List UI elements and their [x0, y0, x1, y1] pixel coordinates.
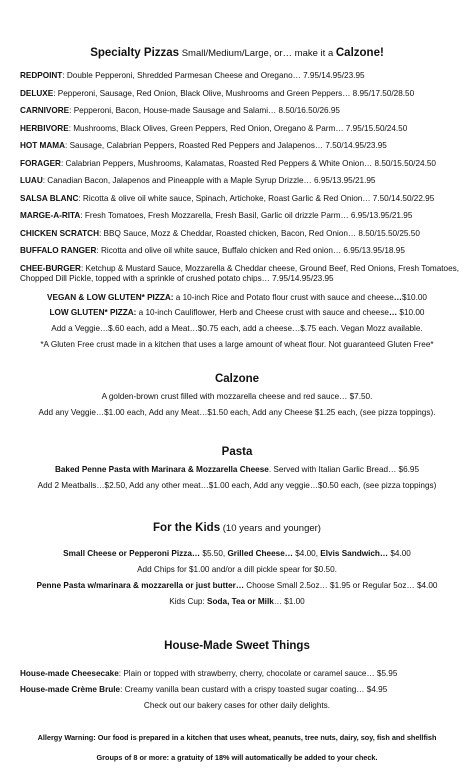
calzone-heading: Calzone [214, 373, 260, 385]
pizza-name: REDPOINT [20, 71, 63, 80]
kids-line-3 [0, 581, 474, 591]
pizza-name: BUFFALO RANGER [20, 246, 97, 255]
creme-brule-name: House-made Crème Brule [20, 685, 121, 694]
pizza-name: HERBIVORE [20, 123, 69, 133]
pizza-desc: : Ricotta and olive oil white sauce, Buffalo chicken and Red onion… 6.95/13.95/18.95 [96, 246, 405, 255]
pasta-addons: Add 2 Meatballs…$2.50, Add any other meat…$1.00 each, Add any veggie…$0.50 each, (see pizza toppings) [37, 481, 437, 490]
pizza-desc: : Sausage, Calabrian Peppers, Roasted Red Peppers and Jalapenos… 7.50/14.95/23.95 [65, 141, 387, 150]
pizza-item [20, 176, 465, 186]
kids-elvis-price: $4.00 [388, 549, 411, 558]
cheesecake-name: House-made Cheesecake [20, 669, 119, 678]
pizza-item [20, 124, 465, 134]
pizza-name: FORAGER [20, 158, 61, 168]
kids-pizza-price: $5.50, [200, 549, 228, 558]
vegan-text: a 10-inch Rice and Potato flour crust with sauce and cheese [173, 293, 394, 302]
specialty-pizzas-heading [0, 47, 474, 59]
low-gluten-pizza-line [0, 308, 474, 318]
pasta-name: Baked Penne Pasta with Marinara & Mozzarella Cheese [54, 465, 269, 474]
pizza-item [20, 89, 465, 99]
vegan-pizza-line [0, 293, 474, 303]
pizza-item [20, 211, 465, 221]
cheesecake-desc: : Plain or topped with strawberry, cherry, chocolate or caramel sauce… $5.95 [118, 669, 398, 678]
kids-title: For the Kids [153, 522, 221, 534]
pizza-item [20, 159, 465, 169]
specialty-pizza-list [20, 71, 465, 291]
kids-line-1 [0, 549, 474, 559]
pizza-name: CHEE-BURGER [20, 263, 81, 273]
pasta-detail: . Served with Italian Garlic Bread… $6.95 [268, 465, 420, 474]
kids-pasta: Penne Pasta w/marinara & mozzarella or just butter… [36, 581, 245, 590]
pizza-name: MARGE-A-RITA [20, 211, 81, 220]
kids-elvis-sandwich: Elvis Sandwich… [320, 549, 389, 558]
pizza-desc: : Mushrooms, Black Olives, Green Peppers, Red Onion, Oregano & Parm… 7.95/15.50/24.50 [68, 123, 408, 133]
sweets-item-2 [20, 685, 387, 695]
vegan-dots: … [393, 293, 402, 302]
pizza-desc: : BBQ Sauce, Mozz & Cheddar, Roasted chicken, Bacon, Red Onion… 8.50/15.50/25.50 [99, 228, 420, 238]
pizza-desc: : Ricotta & olive oil white sauce, Spinach, Artichoke, Roast Garlic & Red Onion… 7.50/14.50/22.95 [78, 193, 435, 203]
pizza-desc: : Calabrian Peppers, Mushrooms, Kalamatas, Roasted Red Peppers & White Onion… 8.50/15.50/24.50 [60, 158, 436, 168]
pizza-item [20, 71, 465, 81]
pizza-desc: : Canadian Bacon, Jalapenos and Pineapple with a Maple Syrup Drizzle… 6.95/13.95/21.95 [42, 176, 376, 185]
pizza-item [20, 264, 465, 284]
vegan-price: $10.00 [401, 293, 427, 302]
pizza-item [20, 194, 465, 204]
kids-cup-price: … $1.00 [273, 597, 305, 606]
pizza-desc: : Fresh Tomatoes, Fresh Mozzarella, Fresh Basil, Garlic oil drizzle Parm… 6.95/13.95/21.95 [80, 211, 413, 220]
specialty-subtitle: Small/Medium/Large, or… make it a [179, 48, 336, 59]
kids-line-4 [0, 597, 474, 607]
pizza-desc: : Pepperoni, Sausage, Red Onion, Black Olive, Mushrooms and Green Peppers… 8.95/17.50/28.50 [53, 88, 415, 98]
pizza-item [20, 106, 465, 116]
pasta-description [0, 465, 474, 475]
kids-subtitle: (10 years and younger) [220, 523, 321, 534]
gluten-free-note: *A Gluten Free crust made in a kitchen that uses a large amount of wheat flour. Not guaranteed Gluten Free* [40, 340, 434, 349]
sweets-item-1 [20, 669, 397, 679]
creme-brule-desc: : Creamy vanilla bean custard with a crispy toasted sugar coating… $4.95 [120, 685, 388, 694]
low-gluten-text: a 10-inch Cauliflower, Herb and Cheese crust with sauce and cheese [136, 308, 389, 317]
pizza-item [20, 246, 465, 256]
low-gluten-price: $10.00 [397, 308, 425, 317]
kids-line-2: Add Chips for $1.00 and/or a dill pickle spear for $0.50. [137, 565, 337, 574]
low-gluten-label: LOW GLUTEN* PIZZA: [49, 308, 137, 317]
pizza-desc: : Pepperoni, Bacon, House-made Sausage and Salami… 8.50/16.50/26.95 [69, 106, 340, 115]
pizza-desc: : Ketchup & Mustard Sauce, Mozzarella & Cheddar cheese, Ground Beef, Red Onions, Fresh Tomatoes, Chopped Dill Pickle, topped with a sprinkle of crushed potato chips… 7.95/14.95/23.95 [20, 263, 460, 283]
pizza-name: CARNIVORE [20, 106, 70, 115]
specialty-title: Specialty Pizzas [90, 47, 180, 59]
kids-heading [0, 522, 474, 534]
kids-pasta-price: Choose Small 2.5oz… $1.95 or Regular 5oz… $4.00 [244, 581, 438, 590]
low-gluten-dots: … [388, 308, 398, 317]
group-gratuity-note: Groups of 8 or more: a gratuity of 18% will automatically be added to your check. [96, 753, 378, 762]
pizza-name: LUAU [20, 176, 43, 185]
calzone-addons: Add any Veggie…$1.00 each, Add any Meat…$1.50 each, Add any Cheese $1.25 each, (see pizza toppings). [38, 408, 436, 417]
kids-grilled-cheese-price: $4.00, [292, 549, 321, 558]
sweets-heading: House-Made Sweet Things [164, 640, 310, 652]
allergy-warning: Allergy Warning: Our food is prepared in a kitchen that uses wheat, peanuts, tree nuts, dairy, soy, fish and shellfish [37, 733, 437, 742]
pizza-name: DELUXE [20, 88, 54, 98]
pasta-heading: Pasta [221, 446, 253, 458]
kids-cup-label: Kids Cup: [169, 597, 208, 606]
pizza-addons-line: Add a Veggie…$.60 each, add a Meat…$0.75 each, add a cheese…$.75 each. Vegan Mozz available. [51, 324, 423, 333]
specialty-calzone-word: Calzone! [335, 47, 384, 59]
pizza-name: SALSA BLANC [20, 193, 79, 203]
calzone-description: A golden-brown crust filled with mozzarella cheese and red sauce… $7.50. [101, 392, 373, 401]
pizza-item [20, 141, 465, 151]
vegan-label: VEGAN & LOW GLUTEN* PIZZA: [47, 293, 174, 302]
kids-grilled-cheese: Grilled Cheese… [227, 549, 293, 558]
pizza-item [20, 229, 465, 239]
kids-pizza: Small Cheese or Pepperoni Pizza… [63, 549, 201, 558]
pizza-desc: : Double Pepperoni, Shredded Parmesan Cheese and Oregano… 7.95/14.95/23.95 [62, 71, 365, 80]
pizza-name: HOT MAMA [20, 141, 66, 150]
bakery-note: Check out our bakery cases for other daily delights. [143, 701, 331, 710]
pizza-name: CHICKEN SCRATCH [20, 228, 99, 238]
kids-cup-drinks: Soda, Tea or Milk [207, 597, 274, 606]
